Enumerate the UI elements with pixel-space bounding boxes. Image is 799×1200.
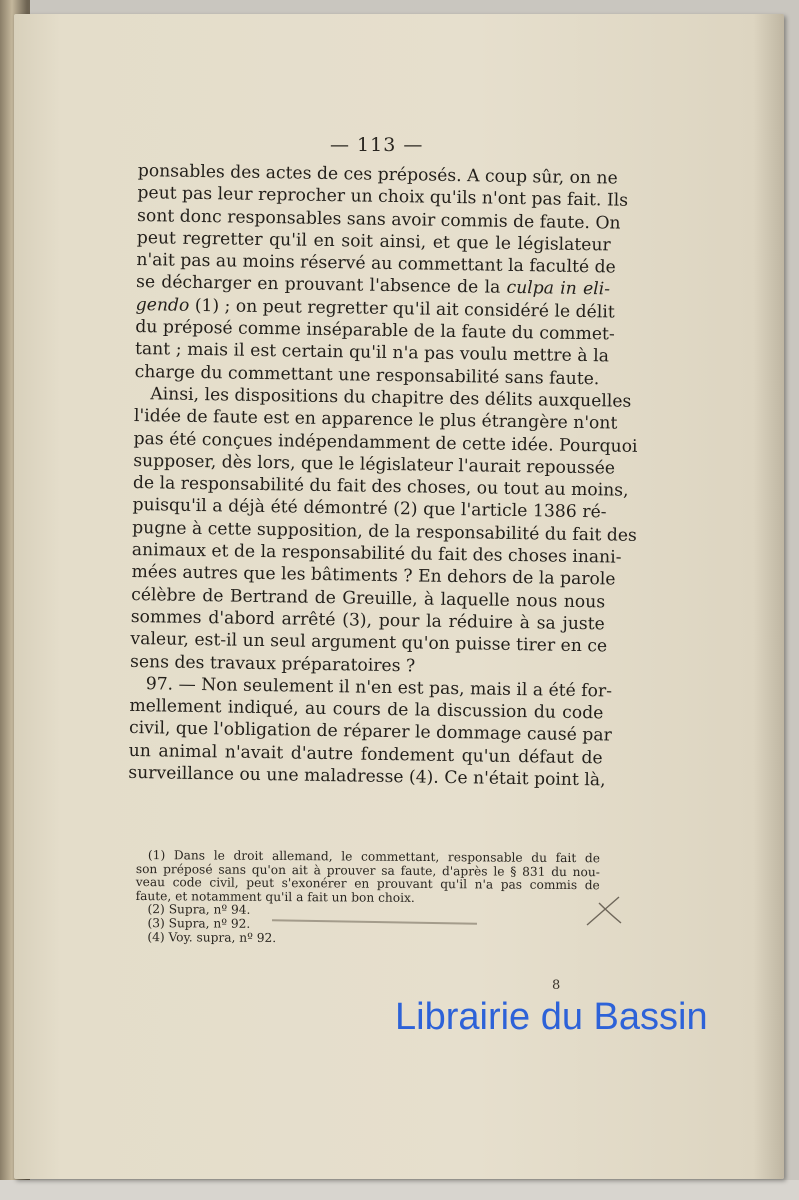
text-line: surveillance ou une maladresse (4). Ce n'était point là, bbox=[128, 762, 606, 791]
text-line: pas été conçues indépendamment de cette idée. Pourquoi bbox=[133, 428, 638, 457]
text-line: n'ait pas au moins réservé au commettant la faculté de bbox=[136, 250, 616, 278]
footnote-line: (1) Dans le droit allemand, le commettant, responsable du fait de bbox=[147, 848, 600, 866]
footnote-line: son préposé sans qu'on ait à prouver sa faute, d'après le § 831 du nou- bbox=[135, 861, 600, 879]
text-line: civil, que l'obligation de réparer le dommage causé par bbox=[128, 718, 612, 746]
footnote-line: veau code civil, peut s'exonérer en prouvant qu'il n'a pas commis de bbox=[135, 875, 600, 893]
text-line: peut pas leur reprocher un choix qu'ils n'ont pas fait. Ils bbox=[137, 183, 629, 211]
watermark: Librairie du Bassin bbox=[395, 996, 708, 1038]
text-line: puisqu'il a déjà été démontré (2) que l'article 1386 ré- bbox=[132, 495, 607, 523]
text-line: charge du commettant une responsabilité sans faute. bbox=[134, 361, 600, 389]
pencil-cross-mark bbox=[585, 893, 625, 929]
body-text bbox=[128, 160, 638, 792]
text-line: mellement indiqué, au cours de la discussion du code bbox=[129, 696, 604, 724]
text-line: du préposé comme inséparable de la faute du commet- bbox=[135, 317, 615, 345]
text-line: animaux et de la responsabilité du fait des choses inani- bbox=[131, 540, 622, 568]
text-line: sommes d'abord arrêté (3), pour la réduire à sa juste bbox=[130, 606, 605, 635]
text-line: tant ; mais il est certain qu'il n'a pas voulu mettre à la bbox=[134, 339, 610, 367]
footnote-line: (2) Supra, nº 94. bbox=[147, 902, 251, 918]
text-line: valeur, est-il un seul argument qu'on puisse tirer en ce bbox=[130, 629, 608, 657]
text-line: sens des travaux préparatoires ? bbox=[129, 651, 416, 676]
text-line: peut regretter qu'il en soit ainsi, et que le législateur bbox=[136, 227, 611, 256]
background bbox=[0, 1180, 799, 1200]
page-number: — 113 — bbox=[330, 134, 424, 156]
text-line: gendo (1) ; on peut regretter qu'il ait considéré le délit bbox=[135, 294, 615, 323]
text-line: pugne à cette supposition, de la responsabilité du fait des bbox=[132, 517, 637, 546]
text-line: célèbre de Bertrand de Greuille, à laquelle nous nous bbox=[131, 584, 606, 613]
signature-mark: 8 bbox=[552, 978, 561, 993]
text-line: ponsables des actes de ces préposés. A coup sûr, on ne bbox=[137, 160, 618, 189]
footnote-line: (3) Supra, nº 92. bbox=[147, 916, 251, 931]
text-line: mées autres que les bâtiments ? En dehors de la parole bbox=[131, 562, 616, 590]
text-line: un animal n'avait d'autre fondement qu'un défaut de bbox=[128, 740, 603, 769]
text-line: se décharger en prouvant l'absence de la culpa in eli- bbox=[135, 272, 611, 300]
footnote-line: faute, et notamment qu'il a fait un bon choix. bbox=[135, 888, 415, 905]
text-line: sont donc responsables sans avoir commis de faute. On bbox=[136, 205, 621, 234]
text-line: supposer, dès lors, que le législateur l'aurait repoussée bbox=[133, 450, 616, 479]
text-line: 97. — Non seulement il n'en est pas, mais il a été for- bbox=[145, 674, 613, 702]
text-line: Ainsi, les dispositions du chapitre des délits auxquelles bbox=[150, 384, 632, 412]
footnote-line: (4) Voy. supra, nº 92. bbox=[147, 929, 277, 945]
footnotes bbox=[135, 849, 600, 947]
text-line: de la responsabilité du fait des choses, ou tout au moins, bbox=[132, 473, 629, 501]
text-line: l'idée de faute est en apparence le plus étrangère n'ont bbox=[133, 406, 618, 434]
